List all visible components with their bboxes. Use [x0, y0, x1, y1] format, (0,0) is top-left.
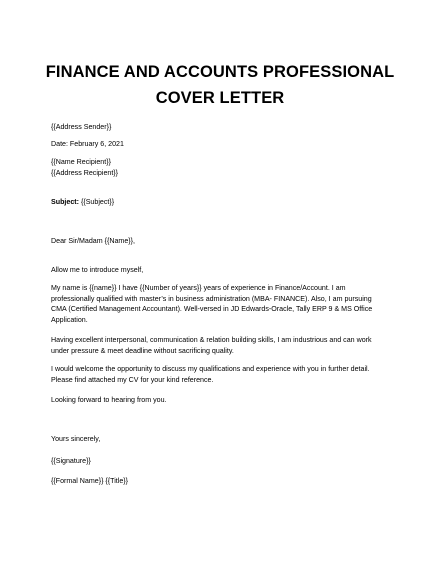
document-title-line-2: COVER LETTER: [155, 89, 285, 107]
letter-date: Date: February 6, 2021: [51, 140, 124, 148]
address-recipient: {{Address Recipient}}: [51, 169, 119, 177]
document-title-line-1: FINANCE AND ACCOUNTS PROFESSIONAL: [45, 63, 395, 81]
formal-name-title: {{Formal Name}} {{Title}}: [51, 477, 129, 485]
intro-line: Allow me to introduce myself,: [51, 266, 144, 274]
paragraph-line: Please find attached my CV for your kind reference.: [51, 375, 214, 384]
paragraph-skills: [51, 335, 391, 356]
name-recipient: {{Name Recipient}}: [51, 158, 111, 166]
paragraph-line: My name is {{name}} I have {{Number of years}} years of experience in Finance/Account. I am: [51, 284, 346, 292]
paragraph-line: I would welcome the opportunity to discuss my qualifications and experience with you in further detail.: [51, 365, 370, 373]
paragraph-line: Application.: [51, 315, 88, 324]
salutation: Dear Sir/Madam {{Name}},: [51, 237, 135, 245]
paragraph-line: professionally qualified with master’s in business administration (MBA- FINANCE). Also, I am pursuing: [51, 294, 372, 303]
paragraph-opportunity: [51, 364, 391, 385]
paragraph-experience: [51, 283, 391, 325]
paragraph-line: Having excellent interpersonal, communication & relation building skills, I am industrious and can work: [51, 336, 372, 344]
paragraph-line: under pressure & meet deadline without sacrificing quality.: [51, 346, 234, 355]
closing-line: Looking forward to hearing from you.: [51, 396, 167, 404]
paragraph-line: CMA (Certified Management Accountant). Well-versed in JD Edwards-Oracle, Tally ERP 9 & MS Office: [51, 305, 373, 314]
sign-off: Yours sincerely,: [51, 435, 101, 443]
signature-placeholder: {{Signature}}: [51, 457, 91, 465]
address-sender: {{Address Sender}}: [51, 123, 112, 131]
subject-label: Subject:: [51, 198, 79, 206]
subject-line: [51, 197, 391, 208]
subject-value: {{Subject}}: [78, 198, 115, 206]
